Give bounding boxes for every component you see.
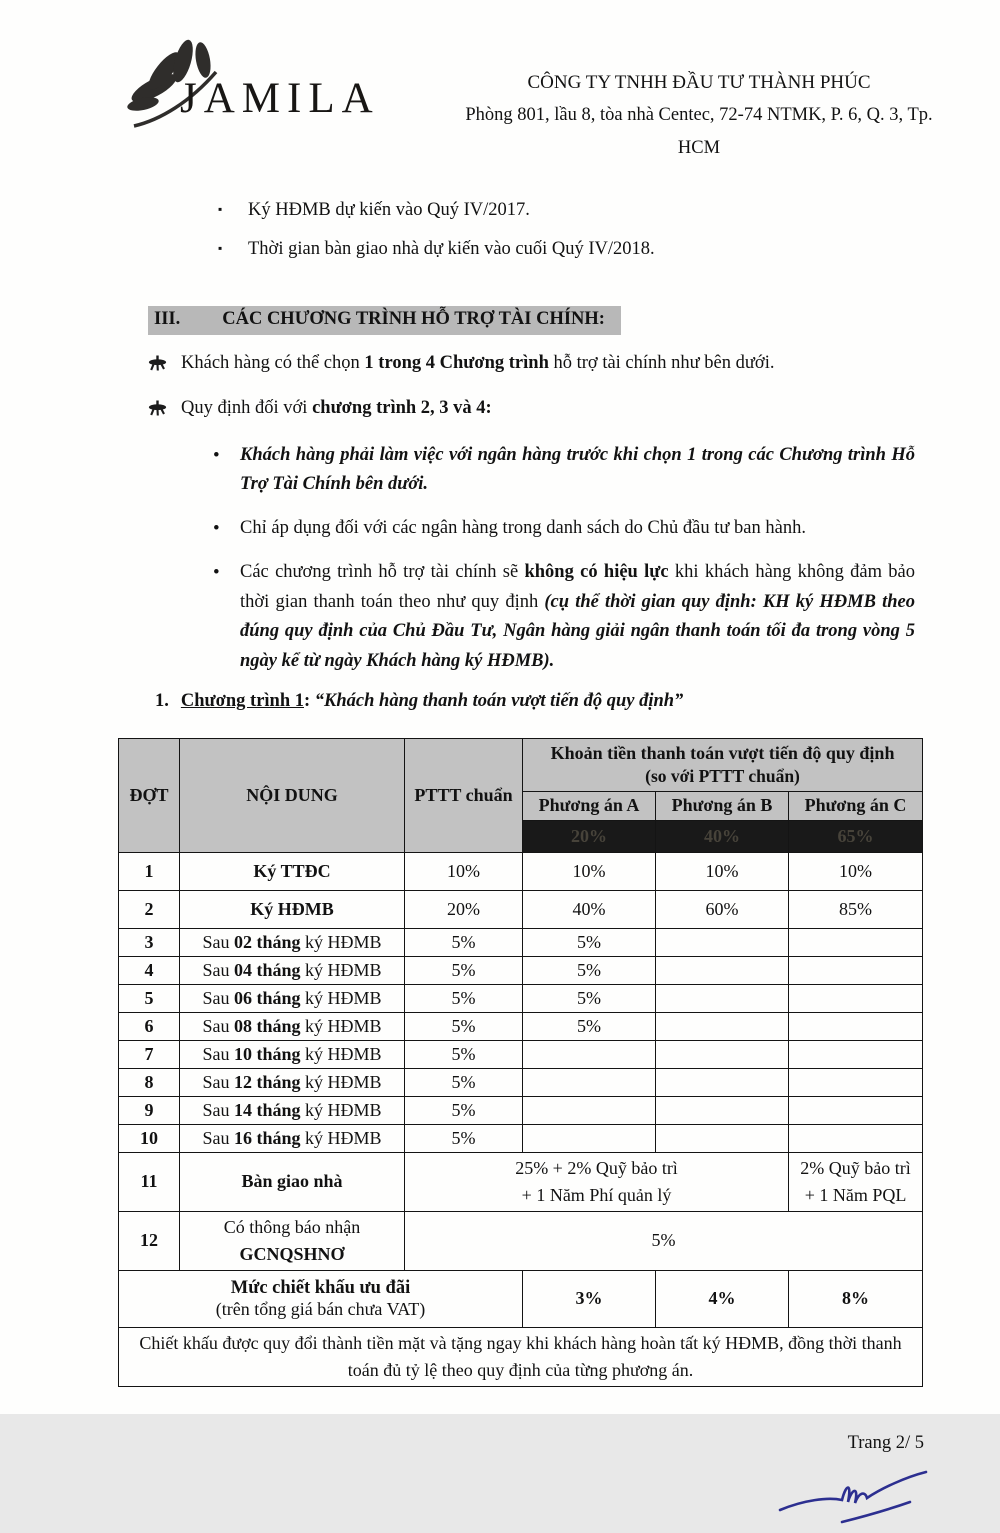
row-plan-c-cell: 2% Quỹ bảo trì + 1 Năm PQL <box>789 1152 923 1211</box>
row-plan-b-cell <box>656 1040 789 1068</box>
table-row <box>119 1040 923 1068</box>
list-item <box>218 237 1000 263</box>
rate-a-cell: 20% <box>523 820 656 852</box>
discount-c-cell: 8% <box>789 1270 923 1327</box>
note-row <box>119 1327 923 1386</box>
logo-wordmark: JAMILA <box>180 75 380 122</box>
row-merged-cell: 25% + 2% Quỹ bảo trì + 1 Năm Phí quản lý <box>405 1152 789 1211</box>
dot-bullet-icon: • <box>213 517 220 539</box>
row-content-cell: Sau 12 tháng ký HĐMB <box>180 1068 405 1096</box>
discount-row <box>119 1270 923 1327</box>
square-bullet-icon: ▪ <box>218 202 223 216</box>
table-row <box>119 1096 923 1124</box>
row-pttt-cell: 10% <box>405 852 523 890</box>
row-content-cell: Sau 10 tháng ký HĐMB <box>180 1040 405 1068</box>
row-plan-b-cell <box>656 1096 789 1124</box>
row-plan-c-cell <box>789 1124 923 1152</box>
section-number: III. <box>154 308 181 329</box>
row-number-cell: 5 <box>119 984 180 1012</box>
row-plan-a-cell <box>523 1124 656 1152</box>
finance-bullet-text: Khách hàng có thể chọn 1 trong 4 Chương trình hỗ trợ tài chính như bên dưới. <box>181 352 775 373</box>
round-bullet-text: Các chương trình hỗ trợ tài chính sẽ không có hiệu lực khi khách hàng không đảm bảo thời gian thanh toán theo như quy định (cụ thể thời gian quy định: KH ký HĐMB theo đúng quy định của Chủ Đầu Tư, Ngân hàng giải ngân thanh toán tối đa trong vòng 5 ngày kể từ ngày Khách hàng ký HĐMB). <box>240 562 916 671</box>
row-plan-c-cell <box>789 984 923 1012</box>
row-number-cell: 2 <box>119 890 180 928</box>
table-row <box>119 1068 923 1096</box>
intro-bullet-list <box>218 198 1000 263</box>
row-plan-b-cell <box>656 928 789 956</box>
table-row <box>119 1124 923 1152</box>
row-content-cell: Ký TTĐC <box>180 852 405 890</box>
row-number-cell: 7 <box>119 1040 180 1068</box>
row-plan-a-cell: 5% <box>523 956 656 984</box>
row-content-cell: Sau 06 tháng ký HĐMB <box>180 984 405 1012</box>
row-plan-a-cell: 5% <box>523 1012 656 1040</box>
leaf-bullet-icon <box>148 351 181 381</box>
signature-block <box>0 1464 936 1533</box>
row-number-cell: 10 <box>119 1124 180 1152</box>
col-header-dot: ĐỢT <box>119 738 180 852</box>
col-header-pttt: PTTT chuẩn <box>405 738 523 852</box>
discount-label-cell: Mức chiết khấu ưu đãi (trên tổng giá bán chưa VAT) <box>119 1270 523 1327</box>
row-pttt-cell: 5% <box>405 928 523 956</box>
row-number-cell: 4 <box>119 956 180 984</box>
row-plan-c-cell <box>789 1096 923 1124</box>
square-bullet-icon: ▪ <box>218 240 223 255</box>
row-pttt-cell: 5% <box>405 1124 523 1152</box>
discount-b-cell: 4% <box>656 1270 789 1327</box>
rate-c-cell: 65% <box>789 820 923 852</box>
table-row <box>119 984 923 1012</box>
row-content-cell: Sau 16 tháng ký HĐMB <box>180 1124 405 1152</box>
row-content-cell: Bàn giao nhà <box>180 1152 405 1211</box>
row-content-cell: Sau 04 tháng ký HĐMB <box>180 956 405 984</box>
row-plan-c-cell: 10% <box>789 852 923 890</box>
col-header-plan-c: Phương án C <box>789 791 923 820</box>
row-plan-a-cell <box>523 1096 656 1124</box>
page-header <box>0 0 1000 164</box>
row-plan-b-cell: 10% <box>656 852 789 890</box>
row-number-cell: 11 <box>119 1152 180 1211</box>
round-bullet-text: Khách hàng phải làm việc với ngân hàng trước khi chọn 1 trong các Chương trình Hỗ Trợ Tài Chính bên dưới. <box>240 444 915 495</box>
row-number-cell: 6 <box>119 1012 180 1040</box>
payment-schedule-table <box>118 738 923 1387</box>
program-quote: “Khách hàng thanh toán vượt tiến độ quy định” <box>314 690 684 711</box>
list-item <box>148 351 1000 381</box>
row-pttt-cell: 5% <box>405 984 523 1012</box>
intro-bullet-text: Ký HĐMB dự kiến vào Quý IV/2017. <box>248 200 530 220</box>
company-address: Phòng 801, lầu 8, tòa nhà Centec, 72-74 NTMK, P. 6, Q. 3, Tp. HCM <box>465 105 933 158</box>
row-plan-a-cell: 5% <box>523 928 656 956</box>
row-plan-c-cell <box>789 1068 923 1096</box>
row-pttt-cell: 5% <box>405 1012 523 1040</box>
leaf-bullet-icon <box>148 396 181 426</box>
table-row <box>119 890 923 928</box>
page-number: Trang 2/ 5 <box>847 1432 924 1453</box>
row-content-cell: Sau 02 tháng ký HĐMB <box>180 928 405 956</box>
row-plan-b-cell: 60% <box>656 890 789 928</box>
row-plan-c-cell: 85% <box>789 890 923 928</box>
list-item <box>213 558 915 676</box>
row-plan-a-cell: 5% <box>523 984 656 1012</box>
row-number-cell: 9 <box>119 1096 180 1124</box>
row-pttt-cell: 5% <box>405 1040 523 1068</box>
row-number-cell: 12 <box>119 1211 180 1270</box>
row-plan-b-cell <box>656 1012 789 1040</box>
table-row <box>119 852 923 890</box>
row-content-cell: Sau 14 tháng ký HĐMB <box>180 1096 405 1124</box>
row-pttt-cell: 5% <box>405 1068 523 1096</box>
row-merged-cell: 5% <box>405 1211 923 1270</box>
row-plan-c-cell <box>789 1012 923 1040</box>
standard-rows <box>119 852 923 1152</box>
row-plan-b-cell <box>656 984 789 1012</box>
row-plan-a-cell: 10% <box>523 852 656 890</box>
col-header-plan-a: Phương án A <box>523 791 656 820</box>
row-plan-c-cell <box>789 956 923 984</box>
table-row <box>119 956 923 984</box>
table-row <box>119 928 923 956</box>
row-plan-a-cell <box>523 1068 656 1096</box>
row-number-cell: 1 <box>119 852 180 890</box>
section-heading <box>148 306 621 335</box>
rate-b-cell: 40% <box>656 820 789 852</box>
row-plan-a-cell <box>523 1040 656 1068</box>
row-pttt-cell: 5% <box>405 1096 523 1124</box>
row-number-cell: 3 <box>119 928 180 956</box>
table-row <box>119 1012 923 1040</box>
row-plan-a-cell: 40% <box>523 890 656 928</box>
dot-bullet-icon: • <box>213 444 220 466</box>
row-pttt-cell: 5% <box>405 956 523 984</box>
col-header-overpay: Khoản tiền thanh toán vượt tiến độ quy định (so với PTTT chuẩn) <box>523 738 923 791</box>
row-ban-giao <box>119 1152 923 1211</box>
table-header <box>119 738 923 852</box>
row-number-cell: 8 <box>119 1068 180 1096</box>
discount-a-cell: 3% <box>523 1270 656 1327</box>
section-title: CÁC CHƯƠNG TRÌNH HỖ TRỢ TÀI CHÍNH: <box>222 308 605 329</box>
company-name: CÔNG TY TNHH ĐẦU TƯ THÀNH PHÚC <box>527 72 871 93</box>
row-content-cell: Ký HĐMB <box>180 890 405 928</box>
program-heading: 1. Chương trình 1: “Khách hàng thanh toán vượt tiến độ quy định” <box>155 690 684 711</box>
company-block <box>458 66 940 164</box>
row-plan-c-cell <box>789 1040 923 1068</box>
dot-bullet-icon: • <box>213 562 220 584</box>
jamila-logo <box>128 40 458 140</box>
finance-bullet-text: Quy định đối với chương trình 2, 3 và 4: <box>181 397 492 418</box>
col-header-plan-b: Phương án B <box>656 791 789 820</box>
finance-bullet-list <box>148 351 1000 426</box>
list-item <box>213 514 915 544</box>
special-rows <box>119 1152 923 1386</box>
row-content-cell: Sau 08 tháng ký HĐMB <box>180 1012 405 1040</box>
row-plan-c-cell <box>789 928 923 956</box>
program-title: Chương trình 1 <box>180 690 304 711</box>
list-item <box>148 396 1000 426</box>
intro-bullet-text: Thời gian bàn giao nhà dự kiến vào cuối Quý IV/2018. <box>248 238 655 259</box>
row-gcnqshno <box>119 1211 923 1270</box>
row-plan-b-cell <box>656 1068 789 1096</box>
list-item <box>213 441 915 500</box>
col-header-noi-dung: NỘI DUNG <box>180 738 405 852</box>
program-number: 1. <box>155 690 169 711</box>
round-bullet-text: Chỉ áp dụng đối với các ngân hàng trong danh sách do Chủ đầu tư ban hành. <box>240 517 806 538</box>
table-note: Chiết khấu được quy đổi thành tiền mặt và tặng ngay khi khách hàng hoàn tất ký HĐMB, đồng thời thanh toán đủ tỷ lệ theo quy định của từng phương án. <box>119 1327 923 1386</box>
round-bullet-list <box>213 441 915 677</box>
signature-scribble-icon <box>776 1464 936 1528</box>
row-pttt-cell: 20% <box>405 890 523 928</box>
row-plan-b-cell <box>656 1124 789 1152</box>
row-plan-b-cell <box>656 956 789 984</box>
list-item <box>218 198 1000 224</box>
row-content-cell: Có thông báo nhận GCNQSHNƠ <box>180 1211 405 1270</box>
